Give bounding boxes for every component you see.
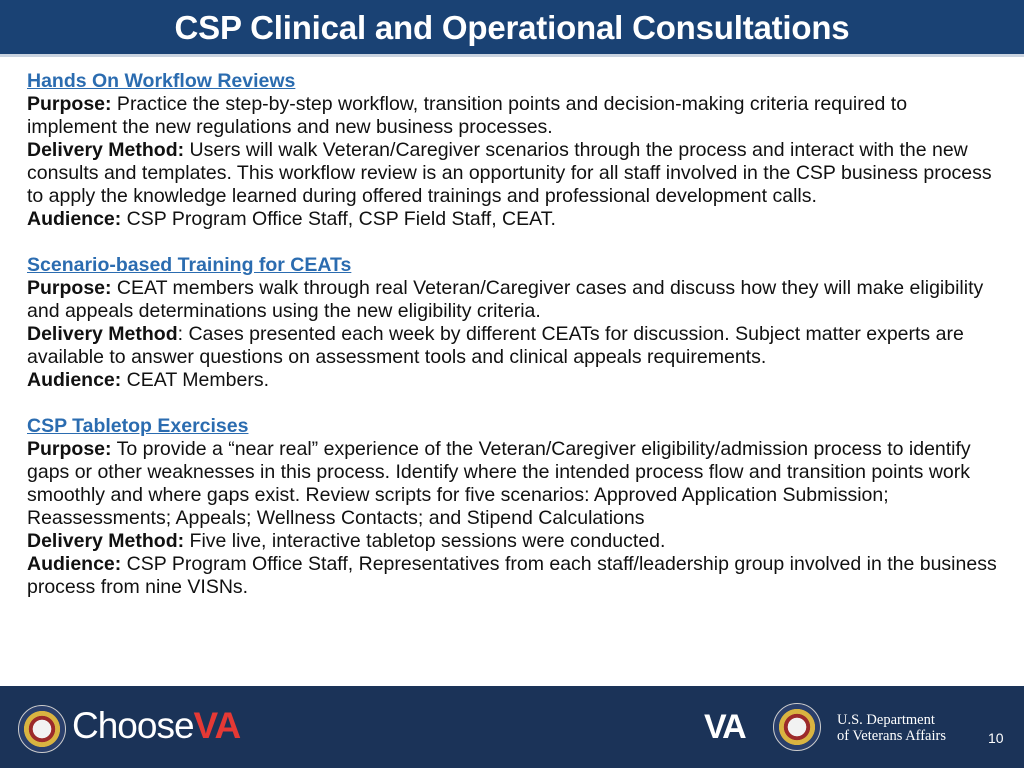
purpose-line <box>27 438 1002 530</box>
section-scenario-training <box>27 254 1002 392</box>
choose-va-logo <box>72 705 240 747</box>
purpose-text: Practice the step-by-step workflow, transition points and decision-making criteria required to implement the new regulations and new business processes. <box>27 93 908 138</box>
department-name <box>837 712 946 744</box>
department-line-1: U.S. Department <box>837 712 935 728</box>
section-tabletop-exercises <box>27 415 1002 599</box>
delivery-label: Delivery Method: <box>27 530 185 552</box>
choose-logo-text: Choose <box>72 705 194 746</box>
audience-text: CEAT Members. <box>121 369 269 391</box>
slide-title: CSP Clinical and Operational Consultations <box>174 9 850 46</box>
purpose-text: To provide a “near real” experience of the Veteran/Caregiver eligibility/admission process to identify gaps or other weaknesses in this process. Identify where the intended process flow and transition points work smoothly and where gaps exist. Review scripts for five scenarios: Approved Application Submission; Reassessments; Appeals; Wellness Contacts; and Stipend Calculations <box>27 438 971 529</box>
delivery-text: Five live, interactive tabletop sessions were conducted. <box>184 530 666 552</box>
purpose-label: Purpose: <box>27 277 112 299</box>
audience-label: Audience: <box>27 553 122 575</box>
audience-line <box>27 553 1002 599</box>
delivery-text: : Cases presented each week by different CEATs for discussion. Subject matter experts are available to answer questions on assessment tools and clinical appeals requirements. <box>27 323 964 368</box>
delivery-line <box>27 323 1002 369</box>
purpose-line <box>27 93 1002 139</box>
audience-label: Audience: <box>27 369 122 391</box>
slide-body <box>27 70 1002 622</box>
choose-logo-va: VA <box>193 705 241 746</box>
audience-line <box>27 208 1002 231</box>
section-title: Hands On Workflow Reviews <box>27 70 296 92</box>
department-line-2: of Veterans Affairs <box>837 728 946 744</box>
section-title: CSP Tabletop Exercises <box>27 415 249 437</box>
purpose-text: CEAT members walk through real Veteran/Caregiver cases and discuss how they will make eligibility and appeals determinations using the new eligibility criteria. <box>27 277 984 322</box>
section-title: Scenario-based Training for CEATs <box>27 254 352 276</box>
purpose-label: Purpose: <box>27 438 112 460</box>
purpose-line <box>27 277 1002 323</box>
page-number: 10 <box>988 730 1004 746</box>
slide-header <box>0 0 1024 57</box>
delivery-line <box>27 139 1002 208</box>
delivery-label: Delivery Method <box>27 323 178 345</box>
department-seal-icon <box>773 703 821 751</box>
audience-label: Audience: <box>27 208 122 230</box>
section-workflow-reviews <box>27 70 1002 231</box>
va-seal-icon <box>18 705 66 753</box>
delivery-text: Users will walk Veteran/Caregiver scenarios through the process and interact with the new consults and templates. This workflow review is an opportunity for all staff involved in the CSP business process to apply the knowledge learned during offered trainings and professional development calls. <box>27 139 992 207</box>
purpose-label: Purpose: <box>27 93 112 115</box>
audience-text: CSP Program Office Staff, Representatives from each staff/leadership group involved in the business process from nine VISNs. <box>27 553 997 598</box>
audience-line <box>27 369 1002 392</box>
delivery-label: Delivery Method: <box>27 139 185 161</box>
va-mark-logo: VA <box>704 708 745 746</box>
delivery-line <box>27 530 1002 553</box>
audience-text: CSP Program Office Staff, CSP Field Staff, CEAT. <box>121 208 556 230</box>
